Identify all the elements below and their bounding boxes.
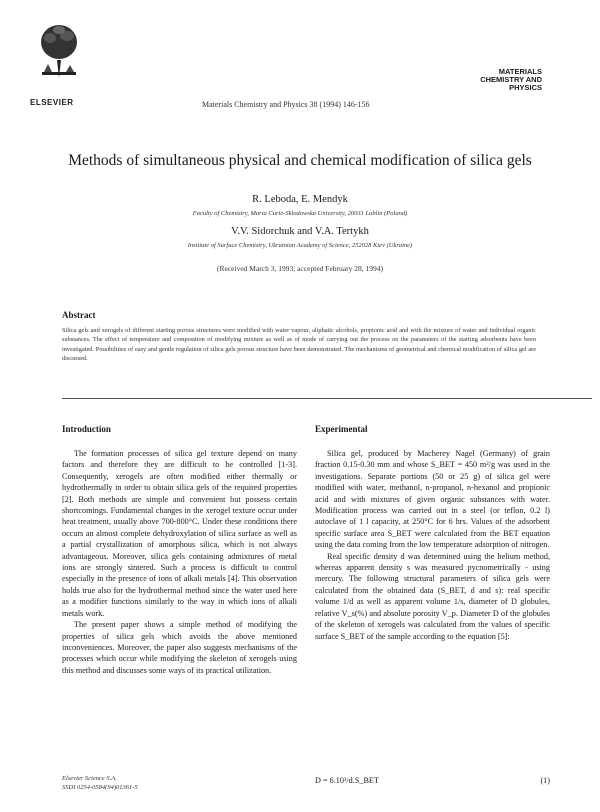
- paragraph: The formation processes of silica gel texture depend on many factors and therefore they are difficult to be controlled [1-3]. Consequently, xerogels are often modified either thermally or hydrothermally in order to obtain silica gels of the required properties [2]. Both methods are simple and convenient but possess certain shortcomings. Fundamental changes in the xerogel texture occur under heat treatment, usually above 700-800°C. Under these conditions there occurs an almost complete dehydroxylation of silica surface as well as a partial crystallization of amorphous silica, which is not always advantageous. Moreover, silica gels containing admixtures of metal ions are strongly sintered. Such a process is difficult to control especially in the presence of ions of alkali metals [4]. This observation holds true also for the hydrothermal method since the water used here as a modifier functions similarly to the way in which ions of alkali metals work.: [62, 449, 297, 618]
- affiliation-primary: Faculty of Chemistry, Maria Curie-Sklodowska University, 20031 Lublin (Poland): [192, 210, 408, 217]
- equation-text: D = 6.10³/d.S_BET: [315, 776, 379, 785]
- authors-secondary: V.V. Sidorchuk and V.A. Tertykh: [231, 226, 369, 237]
- journal-reference: Materials Chemistry and Physics 38 (1994) 146-156: [202, 100, 370, 109]
- paragraph: Real specific density d was determined using the helium method, whereas apparent density s was measured pycnometrically - using mercury. The following structural parameters of silica gels were calculated from the obtained data (S_BET, d and s): real specific volume 1/d as well as apparent volume 1/s, diameter of D globules, relative V_s(%) and absolute porosity V_p. Diameter D of the globules of the skeleton of xerogels was calculated from the values of specific surface S_BET of the sample according to the equation [5]:: [315, 551, 550, 641]
- footer-line: Elsevier Science S.A.: [62, 775, 117, 782]
- footer-line: SSDI 0254-0584(94)01361-5: [62, 784, 138, 791]
- authors-primary: R. Leboda, E. Mendyk: [252, 194, 348, 205]
- affiliation-secondary: Institute of Surface Chemistry, Ukrainian Academy of Science, 252028 Kiev (Ukraine): [187, 242, 413, 249]
- equation-number: (1): [540, 776, 550, 785]
- publisher-name: ELSEVIER: [30, 98, 74, 107]
- introduction-body: [62, 448, 297, 676]
- footer-publisher-info: [62, 774, 138, 792]
- brand-line: MATERIALS: [498, 67, 542, 76]
- experimental-heading: Experimental: [315, 424, 368, 434]
- equation-1: [315, 776, 550, 785]
- introduction-heading: Introduction: [62, 424, 111, 434]
- received-dates: (Received March 3, 1993; accepted February 28, 1994): [217, 264, 383, 273]
- elsevier-tree-logo: [38, 20, 80, 80]
- abstract-text: Silica gels and xerogels of different starting porous structures were modified with water vapour, aliphatic alcohols, propionic acid and with the mixture of water and individual organic substances. The effect of temperature and composition of modifying mixture as well as of mode of carrying out the process on the parameters of the starting adsorbents have been investigated. Possibilities of easy and gentle regulation of silica gels porous structure have been demonstrated. The mechanisms of geometrical and chemical modification of silica gel are discussed.: [62, 327, 536, 362]
- paragraph: Silica gel, produced by Macherey Nagel (Germany) of grain fraction 0.15-0.30 mm and whose S_BET = 450 m²/g was used in the investigations. Separate portions (50 or 25 g) of silica gel were modified with water, methanol, n-propanol, n-hexanol and propionic acid and with mixtures of given organic substances with water. Modification process was carried out in a steel (or teflon, 0.2 l) autoclave of 1 l capacity, at 250°C for 6 hrs. Values of the adsorbent specific surface area S_BET were calculated from the BET equation using the data coming from the low temperature adsorption of nitrogen.: [315, 449, 550, 550]
- abstract-heading: Abstract: [62, 310, 96, 320]
- brand-line: CHEMISTRY AND: [480, 75, 542, 84]
- paragraph: The present paper shows a simple method of modifying the properties of silica gels which avoids the above mentioned inconveniences. Moreover, the paper also suggests mechanisms of the processes which occur while modifying the skeleton of xerogels using this method and discusses some ways of its practical utilization.: [62, 620, 297, 675]
- experimental-body: [315, 448, 550, 642]
- article-title: Methods of simultaneous physical and chemical modification of silica gels: [68, 152, 532, 169]
- journal-brand: [452, 68, 542, 92]
- section-divider: [62, 398, 592, 399]
- brand-line: PHYSICS: [509, 83, 542, 92]
